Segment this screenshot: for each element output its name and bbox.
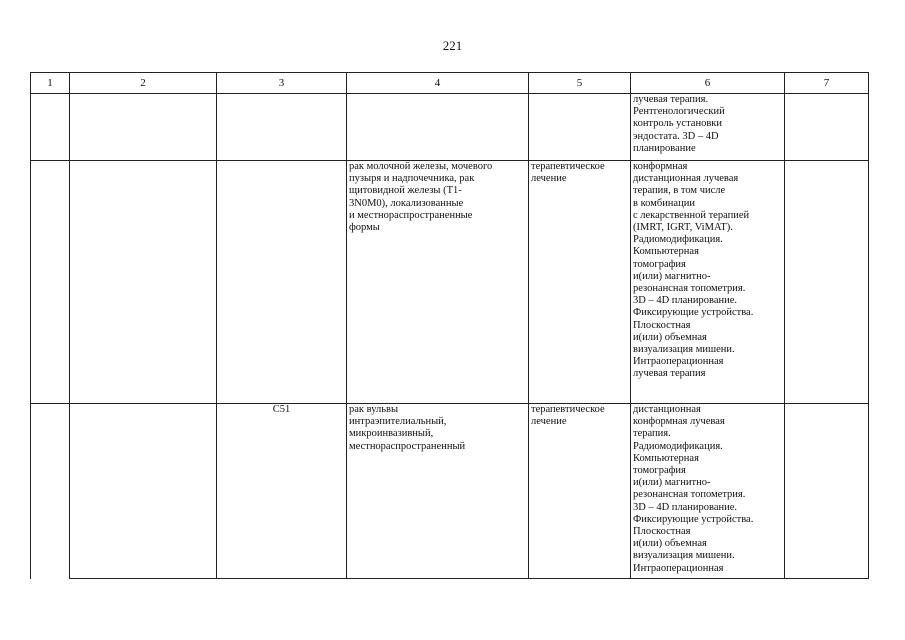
cell-text-line: интраэпителиальный, bbox=[349, 416, 447, 428]
cell-text-line: (IMRT, IGRT, ViMAT). bbox=[633, 222, 733, 234]
row-cell-col6 bbox=[631, 94, 785, 161]
cell-text-line: терапия, в том числе bbox=[633, 185, 726, 197]
row-cell-col6 bbox=[631, 161, 785, 404]
header-cell-2: 2 bbox=[70, 73, 217, 94]
header-cell-6: 6 bbox=[631, 73, 785, 94]
cell-text-line: резонансная топометрия. bbox=[633, 283, 746, 295]
cell-text-line: Рентгенологический bbox=[633, 106, 725, 118]
header-cell-1: 1 bbox=[31, 73, 70, 94]
cell-text-line: и(или) магнитно- bbox=[633, 477, 711, 489]
cell-text-line: 3D – 4D планирование. bbox=[633, 501, 738, 513]
cell-text-line: терапия. bbox=[633, 428, 671, 440]
row-cell-col5 bbox=[529, 404, 631, 579]
cell-text-line: 3N0M0), локализованные bbox=[349, 197, 464, 209]
cell-text-line: визуализация мишени. bbox=[633, 344, 735, 356]
row-cell-col6 bbox=[631, 404, 785, 579]
row-cell-col5 bbox=[529, 94, 631, 161]
cell-text-line: конформная лучевая bbox=[633, 416, 725, 428]
header-cell-3: 3 bbox=[217, 73, 347, 94]
cell-text-line: Плоскостная bbox=[633, 319, 691, 331]
cell-text-line: Радиомодификация. bbox=[633, 440, 723, 452]
cell-text-line: эндостата. 3D – 4D bbox=[633, 130, 719, 142]
cell-text-line: визуализация мишени. bbox=[633, 550, 735, 562]
cell-text-line: планирование bbox=[633, 142, 696, 154]
cell-text-line: резонансная топометрия. bbox=[633, 489, 746, 501]
table-row bbox=[31, 94, 869, 161]
cell-text-line: Фиксирующие устройства. bbox=[633, 307, 754, 319]
row-cell-col1 bbox=[31, 161, 70, 404]
table-header-row bbox=[31, 73, 869, 94]
header-cell-4: 4 bbox=[347, 73, 529, 94]
cell-text-line: Радиомодификация. bbox=[633, 234, 723, 246]
cell-text-line: лечение bbox=[531, 173, 567, 185]
row-cell-col3: C51 bbox=[217, 404, 347, 579]
cell-text-line: и(или) магнитно- bbox=[633, 270, 711, 282]
cell-text-line: дистанционная лучевая bbox=[633, 173, 739, 185]
cell-text-line: в комбинации bbox=[633, 197, 695, 209]
cell-text-line: лучевая терапия. bbox=[633, 94, 709, 105]
cell-text-line: рак вульвы bbox=[349, 404, 399, 415]
row-cell-col1 bbox=[31, 94, 70, 161]
row-cell-col4 bbox=[347, 404, 529, 579]
table-row bbox=[31, 404, 869, 579]
cell-text-line: щитовидной железы (T1- bbox=[349, 185, 462, 197]
cell-text-line: лучевая терапия bbox=[633, 368, 706, 380]
cell-text-line: контроль установки bbox=[633, 118, 723, 130]
row-cell-col5 bbox=[529, 161, 631, 404]
cell-text-line: пузыря и надпочечника, рак bbox=[349, 173, 475, 185]
cell-text-line: дистанционная bbox=[633, 404, 701, 415]
row-cell-col4 bbox=[347, 94, 529, 161]
row-cell-col2 bbox=[70, 404, 217, 579]
cell-text-line: рак молочной железы, мочевого bbox=[349, 161, 493, 172]
cell-text-line: терапевтическое bbox=[531, 161, 605, 172]
row-cell-col1 bbox=[31, 404, 70, 579]
cell-text-line: микроинвазивный, bbox=[349, 428, 434, 440]
row-cell-col4 bbox=[347, 161, 529, 404]
cell-text-line: Плоскостная bbox=[633, 526, 691, 538]
header-cell-7: 7 bbox=[785, 73, 869, 94]
row-cell-col3 bbox=[217, 161, 347, 404]
page-number: 221 bbox=[442, 38, 463, 53]
cell-text-line: томография bbox=[633, 258, 686, 270]
cell-text-line: с лекарственной терапией bbox=[633, 209, 750, 221]
cell-text-line: и(или) объемная bbox=[633, 331, 707, 343]
table-row bbox=[31, 161, 869, 404]
cell-text-line: 3D – 4D планирование. bbox=[633, 295, 738, 307]
cell-text-line: томография bbox=[633, 465, 686, 477]
cell-text-line: конформная bbox=[633, 161, 688, 172]
cell-text-line: Компьютерная bbox=[633, 246, 699, 258]
row-cell-col2 bbox=[70, 161, 217, 404]
cell-text-line: Компьютерная bbox=[633, 452, 699, 464]
header-cell-5: 5 bbox=[529, 73, 631, 94]
row-cell-col2 bbox=[70, 94, 217, 161]
cell-text-line: Фиксирующие устройства. bbox=[633, 513, 754, 525]
cell-text-line: лечение bbox=[531, 416, 567, 428]
document-table bbox=[30, 72, 869, 579]
row-cell-col7 bbox=[785, 404, 869, 579]
cell-text-line: Интраоперационная bbox=[633, 562, 724, 574]
cell-text-line: и(или) объемная bbox=[633, 538, 707, 550]
cell-text-line: формы bbox=[349, 222, 380, 234]
cell-text-line: местнораспространенный bbox=[349, 440, 466, 452]
row-cell-col7 bbox=[785, 161, 869, 404]
cell-text-line: Интраоперационная bbox=[633, 356, 724, 368]
cell-text-line: терапевтическое bbox=[531, 404, 605, 415]
row-cell-col3 bbox=[217, 94, 347, 161]
cell-text-line: и местнораспространенные bbox=[349, 209, 473, 221]
row-cell-col7 bbox=[785, 94, 869, 161]
